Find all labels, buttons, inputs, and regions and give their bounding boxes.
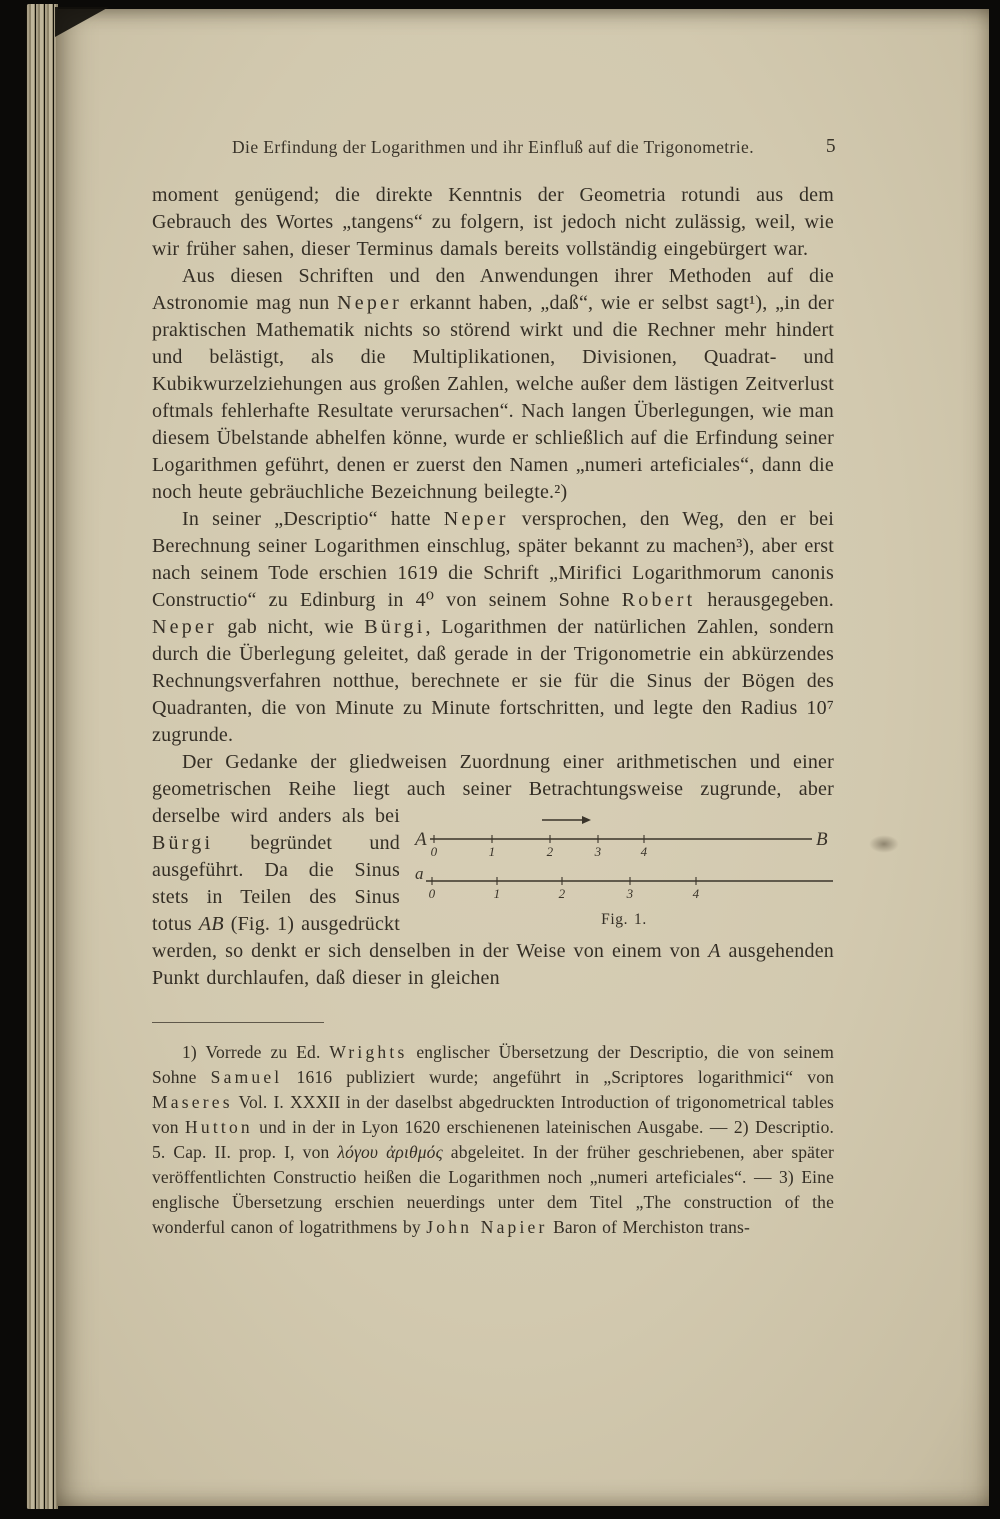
person-name: Neper [443, 508, 509, 530]
running-header [152, 137, 834, 158]
tick-label: 2 [546, 844, 554, 859]
person-name: Wrights [329, 1042, 408, 1062]
person-name: Neper [337, 292, 402, 314]
greek-term: λόγου ἀριθμός [337, 1142, 443, 1162]
text-run: versprochen, den Weg, den er bei Berechnung seiner Logarithmen einschlug, später bekannt zu machen³), aber erst nach seinem Tode erschien 1619 die Schrift „Mirifici Logarithmorum canonis Constructio“ zu Edinburg in 4⁰ von seinem Sohne [152, 508, 834, 611]
tick-label: 0 [428, 886, 436, 901]
text-run: herausgegeben. [695, 589, 835, 611]
tick-label: 3 [626, 886, 634, 901]
text-run: Aus diesen Schriften und den Anwendungen ihrer Methoden auf die Astronomie mag nun [152, 265, 834, 314]
page-number: 5 [825, 136, 836, 157]
person-name: Maseres [152, 1092, 233, 1112]
text-run: , Logarithmen der natürlichen Zahlen, sondern durch die Überlegung geleitet, daß gerade in der Trigonometrie ein abkürzendes Rechnungsverfahren notthue, berechnete er sie für die Sinus der Bögen des Quadranten, die von Minute zu Minute fortschritten, und legte den Radius 10⁷ zugrunde. [152, 616, 834, 746]
text-run: ausgehenden Punkt durchlaufen, daß dieser in gleichen [152, 940, 834, 989]
header-title: Die Erfindung der Logarithmen und ihr Einfluß auf die Trigonometrie. [232, 137, 754, 157]
figure-label-A: A [415, 829, 427, 850]
text-run: 1) Vorrede zu Ed. [182, 1042, 330, 1062]
text-run: Der Gedanke der gliedweisen Zuordnung einer arithmetischen und einer geometrischen Reihe liegt auch seiner Betrachtungsweise [152, 751, 834, 800]
tick-label: 4 [640, 844, 648, 859]
person-name: Hutton [185, 1117, 253, 1137]
tick-label: 1 [488, 844, 496, 859]
text-run: Baron of Merchiston trans- [547, 1217, 750, 1237]
person-name: Bürgi [364, 616, 426, 638]
text-run: 1616 publiziert wurde; angeführt in „Scriptores logarithmici“ von [282, 1067, 834, 1087]
paragraph-3 [152, 506, 834, 749]
tick-label: 4 [692, 886, 700, 901]
text-run: moment genügend; die direkte Kenntnis der Geometria rotundi aus dem Gebrauch des Wortes „tangens“ zu folgern, ist jedoch nicht zulässig, weil, wie wir früher sahen, dieser Terminus damals bereits vollständig eingebürgert war. [152, 184, 834, 260]
person-name: Robert [621, 589, 696, 611]
tick-label: 1 [493, 886, 501, 901]
figure-label-B: B [816, 829, 828, 850]
text-run: (Fig. 1) ausgedrückt werden, so denkt er sich denselben in der Weise von einem von [152, 913, 709, 962]
footnotes [152, 1040, 834, 1240]
tick-label: 3 [594, 844, 602, 859]
paper-stain [869, 835, 899, 853]
text-run: zugrunde, aber derselbe wird anders als bei [152, 778, 834, 827]
page-corner-shadow [55, 7, 109, 37]
figure-label-a: a [415, 864, 424, 883]
page [57, 9, 989, 1506]
tick-label: 0 [430, 844, 438, 859]
text-run: englischer Übersetzung der Descriptio, die von seinem Sohne [152, 1042, 834, 1087]
person-name: John Napier [426, 1217, 548, 1237]
paragraph-4 [152, 749, 834, 992]
text-run: In seiner „Descriptio“ hatte [182, 508, 444, 530]
arrow-head-icon [582, 816, 591, 824]
paragraph-2 [152, 263, 834, 506]
figure-1 [414, 809, 834, 933]
text-run: erkannt haben, „daß“, wie er selbst sagt¹), „in der praktischen Mathematik nichts so störend wirkt und die Rechner mehr hindert und belästigt, als die Multiplikationen, Divisionen, Quadrat- und Kubikwurzelziehungen aus großen Zahlen, welche außer dem lästigen Zeitverlust oftmals fehlerhafte Resultate verursachen“. Nach langen Überlegungen, wie man diesem Übelstande abhelfen könne, wurde er schließlich auf die Erfindung seiner Logarithmen geführt, denen er zuerst den Namen „numeri arteficiales“, dann die noch heute gebräuchliche Bezeichnung beilegte.²) [152, 292, 834, 503]
paragraph-1 [152, 182, 834, 263]
text-run: Vol. I. XXXII in der daselbst abgedruckten Introduction of trigonometrical tables von [152, 1092, 834, 1137]
footnote-separator [152, 1022, 324, 1023]
person-name: Neper [152, 616, 217, 638]
math-symbol: AB [198, 913, 224, 935]
figure-1-diagram [414, 809, 834, 905]
tick-label: 2 [558, 886, 566, 901]
person-name: Samuel [210, 1067, 283, 1087]
math-symbol: A [708, 940, 721, 962]
text-run: abgeleitet. In der früher geschriebenen, aber später veröffentlichten Constructio heißen die Logarithmen noch „numeri arteficiales“. — 3) Eine englische Übersetzung erschien neuerdings unter dem Titel „The construction of the wonderful canon of logatrithmens by [152, 1142, 834, 1237]
figure-caption: Fig. 1. [601, 911, 647, 928]
person-name: Bürgi [152, 832, 214, 854]
text-run: und in der in Lyon 1620 erschienenen lateinischen Ausgabe. — 2) Descriptio. 5. Cap. II. prop. I, von [152, 1117, 834, 1162]
text-run: gab nicht, wie [216, 616, 365, 638]
page-edge-stack [26, 4, 58, 1509]
text-run: begründet und ausgeführt. Da die Sinus stets in Teilen des Sinus totus [152, 832, 400, 935]
page-content [152, 137, 834, 1240]
